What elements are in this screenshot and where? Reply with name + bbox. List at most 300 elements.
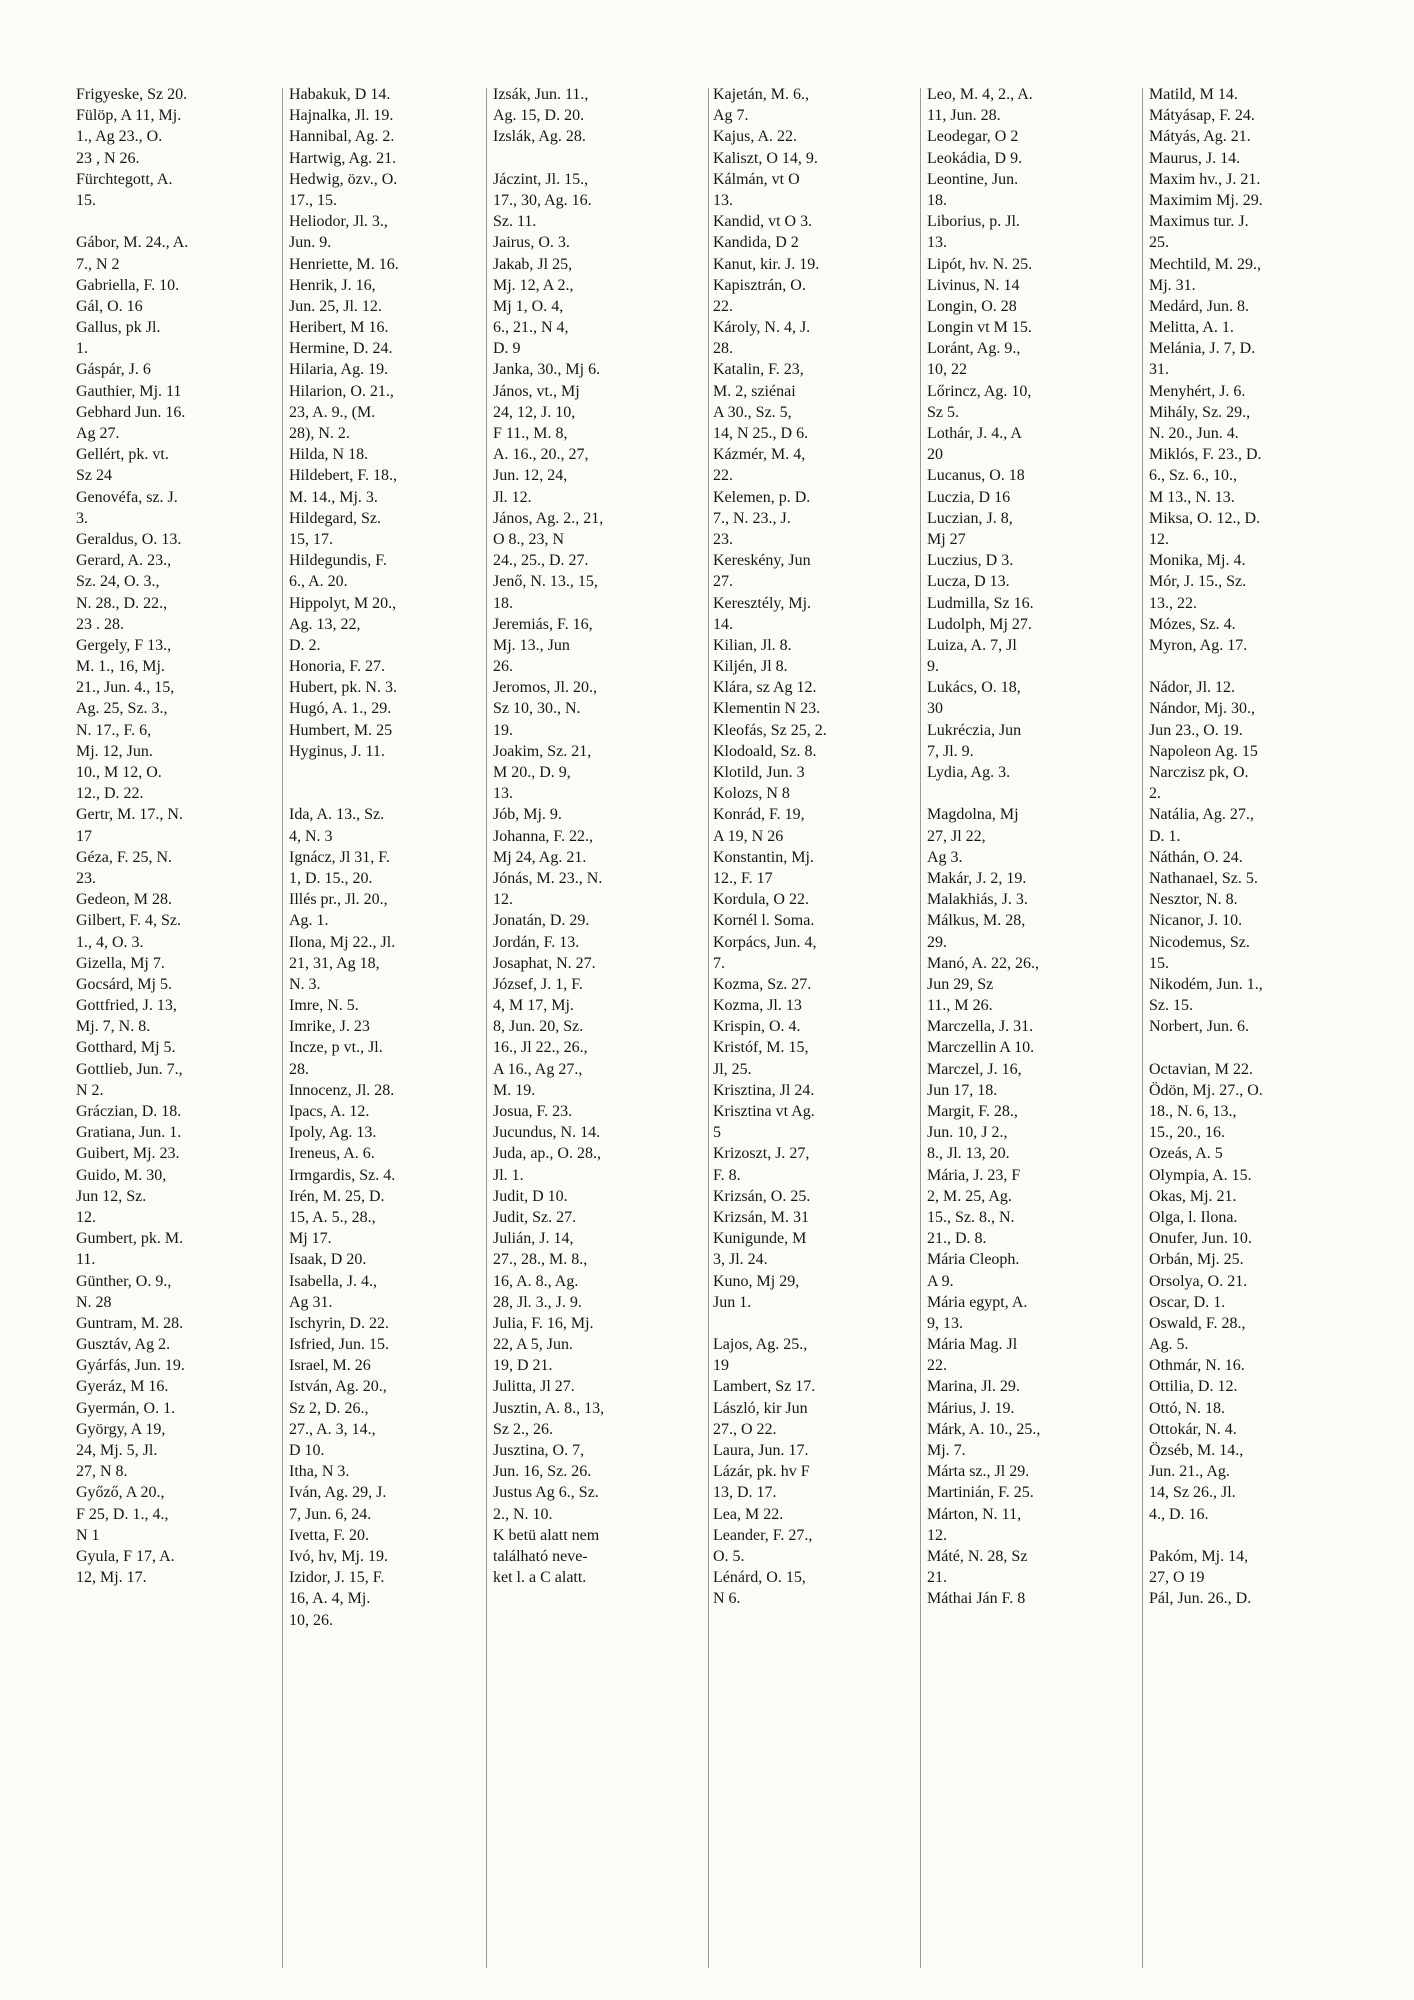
index-entry-line: Kunigunde, M	[713, 1230, 807, 1248]
index-entry-line: Sz. 15.	[1149, 997, 1193, 1015]
index-entry-line: Mj 27	[927, 530, 966, 548]
index-entry-line: Kandid, vt O 3.	[713, 213, 813, 231]
index-entry-line: Israel, M. 26	[289, 1357, 371, 1375]
index-entry-line: Olympia, A. 15.	[1149, 1166, 1252, 1184]
index-entry-line: Hubert, pk. N. 3.	[289, 679, 397, 697]
index-entry-line: Márton, N. 11,	[927, 1505, 1022, 1523]
index-entry-line: Judit, Sz. 27.	[493, 1208, 577, 1226]
index-entry-line: Hildebert, F. 18.,	[289, 467, 398, 485]
index-entry-line: 31.	[1149, 361, 1169, 379]
index-entry-line: Mj. 7, N. 8.	[76, 1018, 151, 1036]
index-entry-line: 11, Jun. 28.	[927, 107, 1001, 125]
index-entry-line: Lothár, J. 4., A	[927, 425, 1022, 442]
index-entry-line: Náthán, O. 24.	[1149, 848, 1243, 866]
index-entry-line: Hilda, N 18.	[289, 446, 369, 464]
index-entry-line: János, vt., Mj	[493, 382, 580, 400]
index-entry-line: Ag 3.	[927, 848, 963, 866]
index-entry-line: Hartwig, Ag. 21.	[289, 149, 397, 167]
index-entry-line: N 6.	[713, 1590, 741, 1608]
index-entry-line: Lucanus, O. 18	[927, 467, 1025, 485]
index-entry-line: József, J. 1, F.	[493, 975, 583, 993]
index-entry-line: Incze, p vt., Jl.	[289, 1039, 383, 1057]
index-entry-line: N. 3.	[289, 975, 321, 993]
index-entry-line: 18.	[927, 191, 947, 209]
index-entry-line: A. 16., 20., 27,	[493, 446, 589, 464]
index-entry-line: Lázár, pk. hv F	[713, 1463, 810, 1481]
index-entry-line: Gellért, pk. vt.	[76, 446, 169, 464]
index-entry-line: M 13., N. 13.	[1149, 488, 1235, 506]
index-entry-line: Kálmán, vt O	[713, 170, 800, 188]
index-entry-line: Fürchtegott, A.	[76, 170, 173, 188]
index-entry-line: Luiza, A. 7, Jl	[927, 636, 1017, 654]
index-entry-line: Keresztély, Mj.	[713, 594, 812, 612]
index-entry-line: Gumbert, pk. M.	[76, 1230, 184, 1248]
index-entry-line: Ag. 25, Sz. 3.,	[76, 700, 168, 718]
index-entry-line: Ag. 13, 22,	[289, 615, 361, 633]
index-entry-line: Mária, J. 23, F	[927, 1166, 1021, 1184]
index-entry-line: Julián, J. 14,	[493, 1230, 574, 1248]
index-entry-line: Katalin, F. 23,	[713, 361, 804, 379]
index-entry-line: 17., 15.	[289, 191, 337, 209]
index-entry-line: Janka, 30., Mj 6.	[493, 361, 601, 379]
index-entry-line: Jakab, Jl 25,	[493, 255, 573, 273]
index-entry-line: Guibert, Mj. 23.	[76, 1145, 180, 1163]
index-entry-line: 1., Ag 23., O.	[76, 128, 163, 146]
index-entry-line: Ischyrin, D. 22.	[289, 1314, 389, 1332]
index-entry-line: Máté, N. 28, Sz	[927, 1547, 1028, 1565]
index-entry-line: 25.	[1149, 234, 1169, 252]
index-entry-line: Gráczian, D. 18.	[76, 1103, 182, 1120]
index-entry-line: Ag. 1.	[289, 912, 329, 930]
index-entry-line: Imrike, J. 23	[289, 1018, 370, 1036]
index-entry-line: 27, Jl 22,	[927, 827, 986, 845]
index-entry-line: 7., N. 23., J.	[713, 509, 791, 527]
index-entry-line: László, kir Jun	[713, 1399, 808, 1417]
index-entry-line: Kozma, Sz. 27.	[713, 975, 812, 993]
index-entry-line: Gratiana, Jun. 1.	[76, 1124, 182, 1142]
index-entry-line: 27, N 8.	[76, 1463, 128, 1481]
index-entry-line: Olga, l. Ilona.	[1149, 1208, 1238, 1226]
index-entry-line: Loránt, Ag. 9.,	[927, 340, 1021, 358]
index-entry-line: Onufer, Jun. 10.	[1149, 1230, 1252, 1248]
index-entry-line: Isaak, D 20.	[289, 1251, 367, 1269]
index-entry-line: 7.	[713, 954, 725, 972]
index-entry-line: Illés pr., Jl. 20.,	[289, 891, 388, 909]
index-entry-line: Julia, F. 16, Mj.	[493, 1314, 594, 1332]
index-entry-line: található neve-	[493, 1547, 588, 1565]
index-entry-line: Marczel, J. 16,	[927, 1060, 1022, 1078]
index-entry-line: Myron, Ag. 17.	[1149, 636, 1248, 654]
index-entry-line: Josua, F. 23.	[493, 1103, 573, 1120]
index-entry-line: Leo, M. 4, 2., A.	[927, 86, 1033, 103]
index-entry-line: F 25, D. 1., 4.,	[76, 1505, 169, 1523]
index-entry-line: 23, A. 9., (M.	[289, 403, 376, 421]
index-entry-line: Kajetán, M. 6.,	[713, 86, 809, 103]
index-entry-line: Isabella, J. 4.,	[289, 1272, 377, 1290]
index-entry-line: Jl. 1.	[493, 1166, 524, 1184]
index-entry-line: 21., D. 8.	[927, 1230, 987, 1248]
index-entry-line: 10., M 12, O.	[76, 764, 162, 781]
index-entry-line: 27.	[713, 573, 733, 591]
index-entry-line: 15., 20., 16.	[1149, 1124, 1225, 1142]
index-entry-line	[493, 148, 665, 169]
index-entry-line: Martinián, F. 25.	[927, 1484, 1034, 1502]
index-entry-line: Hajnalka, Jl. 19.	[289, 107, 394, 125]
index-entry-line: Kleofás, Sz 25, 2.	[713, 721, 827, 739]
index-entry-line: Ludmilla, Sz 16.	[927, 594, 1034, 612]
index-entry-line: Maxim hv., J. 21.	[1149, 170, 1261, 188]
index-entry-line: 11.	[76, 1251, 96, 1269]
index-entry-line: Marczella, J. 31.	[927, 1018, 1034, 1036]
index-entry-line: 2., N. 10.	[493, 1505, 553, 1523]
index-entry-line: 5	[713, 1124, 721, 1142]
index-entry-line: Judit, D 10.	[493, 1187, 568, 1205]
index-entry-line: 16, A. 8., Ag.	[493, 1272, 579, 1290]
index-entry-line: Ag 7.	[713, 107, 749, 125]
index-entry-line: Justus Ag 6., Sz.	[493, 1484, 599, 1502]
index-entry-line: Hilarion, O. 21.,	[289, 382, 394, 400]
index-entry-line: Mj. 12, A 2.,	[493, 276, 574, 294]
index-entry-line: Sz. 24, O. 3.,	[76, 573, 160, 591]
index-entry-line: Krispin, O. 4.	[713, 1018, 801, 1036]
index-entry-line: Guido, M. 30,	[76, 1166, 167, 1184]
index-entry-line: Gerard, A. 23.,	[76, 552, 172, 570]
index-entry-line: Maximim Mj. 29.	[1149, 191, 1263, 209]
index-entry-line: János, Ag. 2., 21,	[493, 509, 604, 527]
index-entry-line: Malakhiás, J. 3.	[927, 891, 1028, 909]
index-entry-line: Gergely, F 13.,	[76, 636, 172, 654]
index-entry-line: 28.	[713, 340, 733, 358]
index-entry-line: Kornél l. Soma.	[713, 912, 815, 930]
index-entry-line: Lénárd, O. 15,	[713, 1569, 806, 1587]
index-entry-line: Luczius, D 3.	[927, 552, 1014, 570]
index-entry-line: Gál, O. 16	[76, 297, 143, 315]
index-entry-line: 1, D. 15., 20.	[289, 869, 373, 887]
index-entry-line: Ipoly, Ag. 13.	[289, 1124, 377, 1142]
index-entry-line: Ignácz, Jl 31, F.	[289, 848, 390, 866]
index-entry-line: Jun. 12, 24,	[493, 467, 568, 485]
index-entry-line: Hildegundis, F.	[289, 552, 387, 570]
index-entry-line: O. 5.	[713, 1547, 745, 1565]
index-entry-line: 23 , N 26.	[76, 149, 140, 167]
index-entry-line: Gotthard, Mj 5.	[76, 1039, 176, 1057]
index-entry-line: Jun. 9.	[289, 234, 332, 252]
column-divider	[920, 88, 921, 1968]
index-entry-line: Kázmér, M. 4,	[713, 446, 806, 464]
column-divider	[486, 88, 487, 1968]
index-entry-line: Henrik, J. 16,	[289, 276, 376, 294]
index-entry-line: Ag 31.	[289, 1293, 333, 1311]
index-entry-line: Nathanael, Sz. 5.	[1149, 869, 1258, 887]
index-entry-line: Jun 1.	[713, 1293, 752, 1311]
index-entry-line: Gedeon, M 28.	[76, 891, 172, 909]
index-entry-line: Gilbert, F. 4, Sz.	[76, 912, 181, 930]
index-entry-line: 12, Mj. 17.	[76, 1569, 147, 1587]
index-entry-line: Ozeás, A. 5	[1149, 1145, 1223, 1163]
column-k-l	[713, 84, 885, 1610]
index-entry-line: Orbán, Mj. 25.	[1149, 1251, 1244, 1269]
index-entry-line: Jairus, O. 3.	[493, 234, 570, 252]
index-entry-line: Mária Mag. Jl	[927, 1336, 1018, 1354]
index-entry-line: 2.	[1149, 785, 1161, 803]
index-entry-line: K betü alatt nem	[493, 1526, 600, 1544]
index-entry-line: Gyula, F 17, A.	[76, 1547, 175, 1565]
index-entry-line: Márta sz., Jl 29.	[927, 1463, 1030, 1481]
index-entry-line: Sz 2, D. 26.,	[289, 1399, 369, 1417]
index-entry-line: Jeremiás, F. 16,	[493, 615, 593, 633]
index-entry-line: Magdolna, Mj	[927, 806, 1019, 824]
index-entry-line: 19	[713, 1357, 729, 1375]
index-entry-line: Oscar, D. 1.	[1149, 1293, 1226, 1311]
index-entry-line: 12.	[927, 1526, 947, 1544]
index-entry-line: 6., Sz. 6., 10.,	[1149, 467, 1237, 485]
index-entry-line: 18.	[493, 594, 513, 612]
index-entry-line: Julitta, Jl 27.	[493, 1378, 575, 1396]
index-entry-line: Mátyás, Ag. 21.	[1149, 128, 1251, 146]
index-entry-line: Othmár, N. 16.	[1149, 1357, 1245, 1375]
index-entry-line: Kapisztrán, O.	[713, 276, 806, 294]
index-entry-line: Jusztina, O. 7,	[493, 1442, 585, 1459]
index-entry-line: Irén, M. 25, D.	[289, 1187, 385, 1205]
index-entry-line: Kaliszt, O 14, 9.	[713, 149, 818, 167]
index-entry-line: Leokádia, D 9.	[927, 149, 1023, 167]
index-entry-line: Pál, Jun. 26., D.	[1149, 1590, 1252, 1608]
index-entry-line: 23.	[76, 869, 96, 887]
index-entry-line: 15, A. 5., 28.,	[289, 1208, 376, 1226]
index-entry-line: Marina, Jl. 29.	[927, 1378, 1020, 1396]
index-entry-line: Márius, J. 19.	[927, 1399, 1015, 1417]
index-entry-line: Jun. 25, Jl. 12.	[289, 297, 382, 315]
index-entry-line: Krizsán, M. 31	[713, 1208, 809, 1226]
index-entry-line: Lukréczia, Jun	[927, 721, 1022, 739]
index-entry-line: Klotild, Jun. 3	[713, 764, 805, 781]
index-entry-line: Manó, A. 22, 26.,	[927, 954, 1039, 972]
index-entry-line: Jób, Mj. 9.	[493, 806, 562, 824]
index-entry-line: 19, D 21.	[493, 1357, 553, 1375]
index-entry-line: 3, Jl. 24.	[713, 1251, 768, 1269]
index-entry-line: 27, O 19	[1149, 1569, 1205, 1587]
index-entry-line: Ottilia, D. 12.	[1149, 1378, 1238, 1396]
index-entry-line: Luczian, J. 8,	[927, 509, 1013, 527]
column-divider	[1142, 88, 1143, 1968]
index-entry-line: Miksa, O. 12., D.	[1149, 509, 1261, 527]
index-entry-line: Lambert, Sz 17.	[713, 1378, 816, 1396]
index-entry-line: N. 28	[76, 1293, 112, 1311]
index-entry-line: Hyginus, J. 11.	[289, 742, 385, 760]
index-entry-line: 16, A. 4, Mj.	[289, 1590, 371, 1608]
index-entry-line: Geraldus, O. 13.	[76, 530, 182, 548]
index-entry-line: Jeromos, Jl. 20.,	[493, 679, 597, 697]
index-entry-line: Lydia, Ag. 3.	[927, 764, 1011, 781]
index-entry-line: 6., A. 20.	[289, 573, 348, 591]
index-entry-line: Livinus, N. 14	[927, 276, 1020, 294]
index-entry-line: Krisztina, Jl 24.	[713, 1081, 815, 1099]
index-entry-line: Kuno, Mj 29,	[713, 1272, 800, 1290]
index-entry-line: N. 28., D. 22.,	[76, 594, 168, 612]
index-entry-line: Gyeráz, M 16.	[76, 1378, 169, 1396]
index-entry-line: 22.	[927, 1357, 947, 1375]
index-entry-line: Hugó, A. 1., 29.	[289, 700, 392, 718]
index-entry-line: 21.	[927, 1569, 947, 1587]
index-entry-line: Humbert, M. 25	[289, 721, 393, 739]
index-entry-line: Iván, Ag. 29, J.	[289, 1484, 387, 1502]
index-entry-line: 1.	[76, 340, 88, 358]
index-entry-line: 19.	[493, 721, 513, 739]
index-entry-line: Honoria, F. 27.	[289, 658, 386, 676]
index-entry-line: A 30., Sz. 5,	[713, 403, 792, 421]
index-entry-line: Nándor, Mj. 30.,	[1149, 700, 1256, 718]
index-entry-line	[1149, 656, 1321, 677]
index-entry-line: 14, N 25., D 6.	[713, 425, 809, 442]
index-entry-line: Gocsárd, Mj 5.	[76, 975, 172, 993]
index-entry-line: Gyárfás, Jun. 19.	[76, 1357, 185, 1375]
index-entry-line: 27., A. 3, 14.,	[289, 1420, 376, 1438]
index-entry-line: Nesztor, N. 8.	[1149, 891, 1238, 909]
index-entry-line: Imre, N. 5.	[289, 997, 359, 1015]
index-entry-line: Ag. 15, D. 20.	[493, 107, 585, 125]
index-entry-line: Ivetta, F. 20.	[289, 1526, 370, 1544]
index-entry-line: M. 14., Mj. 3.	[289, 488, 378, 506]
index-entry-line: Kelemen, p. D.	[713, 488, 811, 506]
index-entry-line: Lea, M 22.	[713, 1505, 784, 1523]
index-entry-line: Jl, 25.	[713, 1060, 752, 1078]
index-entry-line: Itha, N 3.	[289, 1463, 350, 1481]
index-entry-line: Longin vt M 15.	[927, 319, 1032, 337]
index-entry-line: Mj 24, Ag. 21.	[493, 848, 587, 866]
index-entry-line: 17	[76, 827, 92, 845]
index-entry-line: 2, M. 25, Ag.	[927, 1187, 1012, 1205]
index-entry-line: Gallus, pk Jl.	[76, 319, 161, 337]
index-entry-line: 21, 31, Ag 18,	[289, 954, 380, 972]
index-entry-line: ket l. a C alatt.	[493, 1569, 587, 1587]
index-entry-line: Hedwig, özv., O.	[289, 170, 398, 188]
index-entry-line: Joakim, Sz. 21,	[493, 742, 592, 760]
index-entry-line: M. 19.	[493, 1081, 536, 1099]
index-entry-line: 20	[927, 446, 943, 464]
index-entry-line: 7, Jun. 6, 24.	[289, 1505, 372, 1523]
index-entry-line: Mj 1, O. 4,	[493, 297, 564, 315]
index-entry-line: Luczia, D 16	[927, 488, 1011, 506]
index-entry-line: Gottlieb, Jun. 7.,	[76, 1060, 183, 1078]
index-entry-line: A 16., Ag 27.,	[493, 1060, 583, 1078]
index-entry-line: Jáczint, Jl. 15.,	[493, 170, 589, 188]
index-entry-line: Guntram, M. 28.	[76, 1314, 184, 1332]
index-entry-line: Kiljén, Jl 8.	[713, 658, 788, 676]
index-entry-line: F 11., M. 8,	[493, 425, 568, 442]
index-entry-line: 28), N. 2.	[289, 425, 350, 442]
index-entry-line: István, Ag. 20.,	[289, 1378, 387, 1396]
index-entry-line: 14, Sz 26., Jl.	[1149, 1484, 1236, 1502]
index-entry-line: Sz. 11.	[493, 213, 537, 231]
index-entry-line: 7, Jl. 9.	[927, 742, 974, 760]
index-entry-line: 15, 17.	[289, 530, 333, 548]
column-i-j	[493, 84, 665, 1588]
index-entry-line: Károly, N. 4, J.	[713, 319, 811, 337]
index-entry-line: Leontine, Jun.	[927, 170, 1019, 188]
index-entry-line: 24, Mj. 5, Jl.	[76, 1442, 158, 1459]
index-entry-line: N 2.	[76, 1081, 104, 1099]
index-entry-line: Maurus, J. 14.	[1149, 149, 1241, 167]
index-entry-line: Orsolya, O. 21.	[1149, 1272, 1248, 1290]
index-entry-line: Máthai Ján F. 8	[927, 1590, 1026, 1608]
index-entry-line: Krisztina vt Ag.	[713, 1103, 815, 1120]
index-entry-line: Klára, sz Ag 12.	[713, 679, 817, 697]
index-entry-line: Sz 10, 30., N.	[493, 700, 581, 718]
index-entry-line: Krizsán, O. 25.	[713, 1187, 811, 1205]
index-entry-line: Gebhard Jun. 16.	[76, 403, 186, 421]
column-l-m	[927, 84, 1099, 1610]
index-entry-line: Győző, A 20.,	[76, 1484, 165, 1502]
index-entry-line: Miklós, F. 23., D.	[1149, 446, 1262, 464]
index-entry-line: Mór, J. 15., Sz.	[1149, 573, 1247, 591]
index-entry-line: Kozma, Jl. 13	[713, 997, 802, 1015]
index-entry-line: 13., 22.	[1149, 594, 1197, 612]
index-entry-line	[76, 211, 248, 232]
index-entry-line: Jun 29, Sz	[927, 975, 994, 993]
index-entry-line	[713, 1313, 885, 1334]
index-entry-line: 1., 4, O. 3.	[76, 933, 144, 951]
index-entry-line: 26.	[493, 658, 513, 676]
index-entry-line: Jusztin, A. 8., 13,	[493, 1399, 605, 1417]
index-entry-line: Frigyeske, Sz 20.	[76, 86, 188, 103]
index-entry-line: Jónás, M. 23., N.	[493, 869, 603, 887]
index-entry-line: Genovéfa, sz. J.	[76, 488, 178, 506]
index-entry-line: Ilona, Mj 22., Jl.	[289, 933, 396, 951]
index-entry-line: Henriette, M. 16.	[289, 255, 399, 273]
index-entry-line: Ida, A. 13., Sz.	[289, 806, 385, 824]
index-entry-line: Jun. 16, Sz. 26.	[493, 1463, 592, 1481]
index-entry-line: 4, N. 3	[289, 827, 333, 845]
index-entry-line: Jenő, N. 13., 15,	[493, 573, 598, 591]
index-entry-line: Krizoszt, J. 27,	[713, 1145, 810, 1163]
index-entry-line: Okas, Mj. 21.	[1149, 1187, 1237, 1205]
index-entry-line: 12., D. 22.	[76, 785, 144, 803]
index-entry-line: Lőrincz, Ag. 10,	[927, 382, 1032, 400]
index-entry-line: 12.	[76, 1208, 96, 1226]
index-entry-line: 10, 26.	[289, 1611, 333, 1629]
index-entry-line: Sz 5.	[927, 403, 959, 421]
index-entry-line: Lipót, hv. N. 25.	[927, 255, 1033, 273]
index-entry-line: Josaphat, N. 27.	[493, 954, 596, 972]
index-entry-line: Sz 24	[76, 467, 112, 485]
index-entry-line: Octavian, M 22.	[1149, 1060, 1253, 1078]
index-entry-line: Jonatán, D. 29.	[493, 912, 590, 930]
index-entry-line: Kilian, Jl. 8.	[713, 636, 792, 654]
index-entry-line: 9.	[927, 658, 939, 676]
index-entry-line: M. 1., 16, Mj.	[76, 658, 165, 676]
index-entry-line: Juda, ap., O. 28.,	[493, 1145, 601, 1163]
index-entry-line: Leander, F. 27.,	[713, 1526, 813, 1544]
index-entry-line: Lajos, Ag. 25.,	[713, 1336, 808, 1354]
index-entry-line: Gizella, Mj 7.	[76, 954, 165, 972]
index-entry-line: 10, 22	[927, 361, 967, 379]
index-entry-line: György, A 19,	[76, 1420, 166, 1438]
index-entry-line: N. 17., F. 6,	[76, 721, 152, 739]
index-entry-line: N. 20., Jun. 4.	[1149, 425, 1239, 442]
index-entry-line: Gusztáv, Ag 2.	[76, 1336, 171, 1354]
index-entry-line: Géza, F. 25, N.	[76, 848, 173, 866]
index-entry-line: D. 1.	[1149, 827, 1181, 845]
index-entry-line: 11., M 26.	[927, 997, 993, 1015]
index-entry-line: M. 2, sziénai	[713, 382, 796, 400]
index-entry-line: 8., Jl. 13, 20.	[927, 1145, 1010, 1163]
index-entry-line: Jun 12, Sz.	[76, 1187, 147, 1205]
index-entry-line: Laura, Jun. 17.	[713, 1442, 809, 1459]
index-entry-line: N 1	[76, 1526, 100, 1544]
index-entry-line: Jordán, F. 13.	[493, 933, 580, 951]
index-entry-line: Málkus, M. 28,	[927, 912, 1026, 930]
index-entry-line: Nicanor, J. 10.	[1149, 912, 1243, 930]
